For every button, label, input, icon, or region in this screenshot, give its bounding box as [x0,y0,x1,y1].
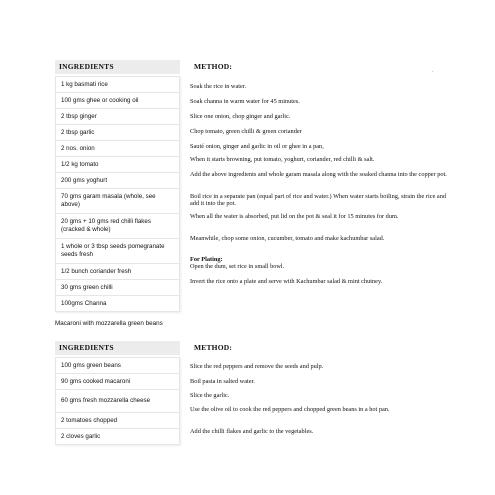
ingredient-item: 60 gms fresh mozzarella cheese [56,389,179,412]
ingredient-item: 100gms Channa [56,295,179,311]
ingredient-item: 20 gms + 10 gms red chilli flakes (cracked & whole) [56,213,179,238]
method-step: Soak the rice in water. [190,83,247,90]
recipe-2-title: Macaroni with mozzarella green beans [55,320,163,327]
ingredient-item: 1 kg basmati rice [61,80,108,88]
method-step: Chop tomato, green chilli & green coriander [190,128,302,135]
recipe-1 [55,60,450,315]
method-step: Add the chilli flakes and garlic to the vegetables. [190,428,314,435]
ingredient-item: 200 gms yoghurt [56,172,179,188]
plating-step: Open the dum, set rice in small bowl. [190,263,285,270]
method-step: Slice the red peppers and remove the seeds and pulp. [190,363,324,370]
ingredients-list [55,76,180,312]
recipe-2 [55,341,450,451]
method-step: Use the olive oil to cook the red peppers and chopped green beans in a hot pan. [190,406,390,413]
ingredients-header: INGREDIENTS [55,60,180,74]
ingredient-item: 2 tbsp garlic [56,124,179,140]
ingredient-item: 30 gms green chilli [56,279,179,295]
method-step: Sauté onion, ginger and garlic in oil or ghee in a pan, [190,143,324,150]
ingredient-item: 90 gms cooked macaroni [56,373,179,389]
ingredient-item: 1/2 bunch coriander fresh [56,263,179,279]
method-step: Boil rice in a separate pan (equal part of rice and water.) When water starts boiling, strain the rice and add it into the pot. [190,193,447,208]
method-header: METHOD: [194,62,233,71]
ingredient-item: 1/2 kg tomato [56,156,179,172]
ingredient-item: 2 tomatoes chopped [56,412,179,428]
method-step: Slice one onion, chop ginger and garlic. [190,113,291,120]
ingredient-item: 1 whole or 3 tbsp seeds pomegranate seeds fresh [56,238,179,263]
ingredients-header: INGREDIENTS [55,341,180,355]
method-column [190,60,450,315]
ingredients-column [55,60,180,312]
ingredient-item: 2 cloves garlic [56,428,179,444]
method-step: When it starts browning, put tomato, yoghurt, coriander, red chilli & salt. [190,156,375,163]
plating-step: Invert the rice onto a plate and serve with Kachumbar salad & mint chutney. [190,278,383,285]
method-step: Slice the garlic. [190,392,230,399]
ingredient-item: 70 gms garam masala (whole, see above) [56,188,179,213]
method-step: Boil pasta in salted water. [190,378,255,385]
method-step: Meanwhile, chop some onion, cucumber, tomato and make kachumbar salad. [190,235,385,242]
method-column [190,341,450,451]
decor-dot: . [432,68,434,74]
method-step: Add the above ingredients and whole garam masala along with the soaked channa into the copper pot. [190,171,447,178]
ingredient-item: 2 nos. onion [56,140,179,156]
ingredient-item: 2 tbsp ginger [56,108,179,124]
method-step: When all the water is absorbed, put lid on the pot & seal it for 15 minutes for dum. [190,213,399,220]
method-step: Soak channa in warm water for 45 minutes. [190,98,300,105]
ingredient-item: 100 gms ghee or cooking oil [56,92,179,108]
ingredients-column [55,341,180,445]
ingredient-item: 100 gms green beans [61,361,121,369]
method-header: METHOD: [194,343,233,352]
plating-header-text: For Plating: [190,256,223,263]
ingredients-list [55,357,180,445]
